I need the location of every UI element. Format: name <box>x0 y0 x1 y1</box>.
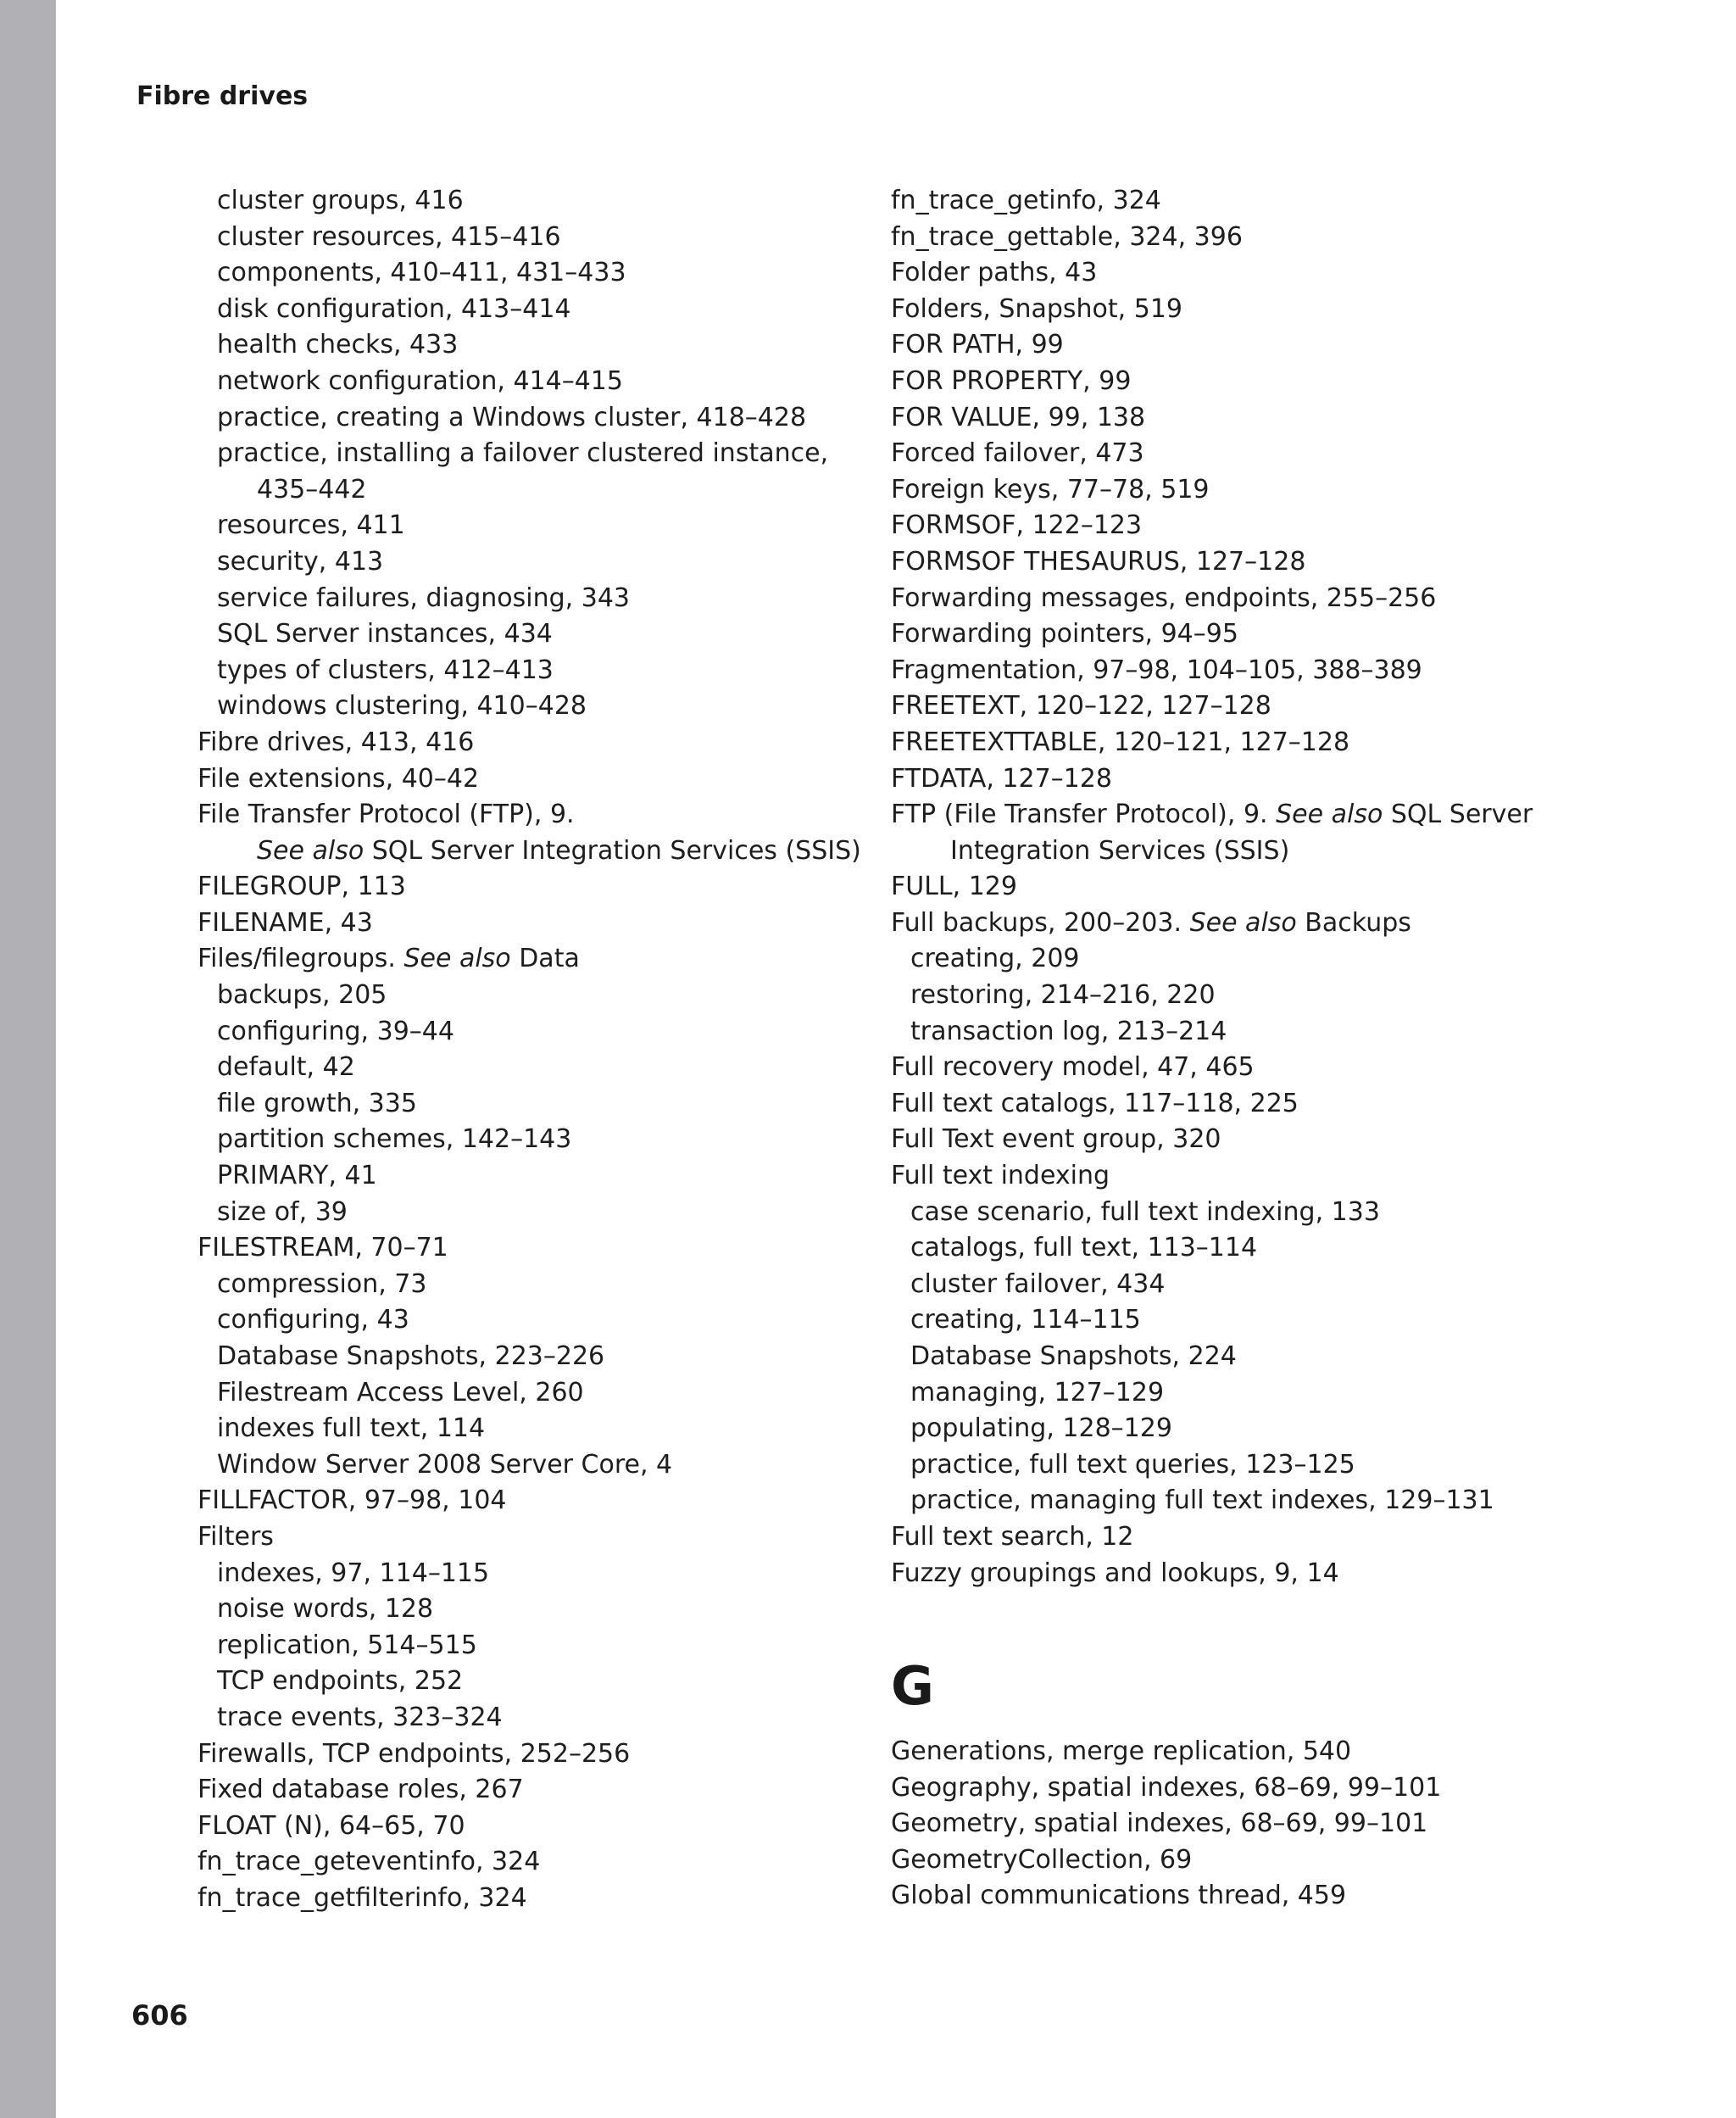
index-subentry: Window Server 2008 Server Core, 4 <box>217 1449 673 1480</box>
index-entry: FORMSOF THESAURUS, 127–128 <box>891 546 1306 577</box>
index-entry: Forced failover, 473 <box>891 438 1144 469</box>
index-subentry: file growth, 335 <box>217 1088 417 1118</box>
see-also-target: Backups <box>1296 907 1411 938</box>
index-column-right <box>891 183 1533 1591</box>
see-also-target: SQL Server <box>1383 800 1533 830</box>
index-subentry: types of clusters, 412–413 <box>217 655 554 685</box>
index-entry: FULL, 129 <box>891 872 1017 902</box>
index-subentry: creating, 209 <box>910 944 1080 974</box>
see-also-target: SQL Server Integration Services (SSIS) <box>364 835 861 866</box>
index-subentry: SQL Server instances, 434 <box>217 619 553 649</box>
index-entry: FILLFACTOR, 97–98, 104 <box>198 1485 507 1516</box>
index-subentry: noise words, 128 <box>217 1594 434 1625</box>
index-subentry: cluster groups, 416 <box>217 186 464 215</box>
index-entry: Full text search, 12 <box>891 1521 1134 1552</box>
index-entry: Forwarding pointers, 94–95 <box>891 619 1238 649</box>
index-subentry: case scenario, full text indexing, 133 <box>910 1196 1380 1227</box>
index-subentry: configuring, 39–44 <box>217 1016 454 1046</box>
index-entry: FOR PROPERTY, 99 <box>891 365 1132 396</box>
index-subentry: 435–442 <box>257 474 367 504</box>
index-entry: Full text indexing <box>891 1161 1110 1191</box>
index-entry: FOR PATH, 99 <box>891 330 1064 360</box>
index-subentry: default, 42 <box>217 1052 355 1083</box>
page-edge-tab <box>0 0 56 2118</box>
index-subentry: TCP endpoints, 252 <box>217 1666 464 1697</box>
index-entry: File extensions, 40–42 <box>198 763 480 794</box>
index-entry: Global communications thread, 459 <box>891 1881 1347 1911</box>
index-entry: Fibre drives, 413, 416 <box>198 727 475 757</box>
index-entry: GeometryCollection, 69 <box>891 1844 1193 1875</box>
see-also-target: Data <box>510 944 580 974</box>
index-subentry: configuring, 43 <box>217 1305 409 1335</box>
index-subentry: resources, 411 <box>217 510 405 541</box>
index-subentry: size of, 39 <box>217 1196 348 1227</box>
index-entry: FILEGROUP, 113 <box>198 872 406 902</box>
index-subentry: indexes full text, 114 <box>217 1413 486 1444</box>
index-subentry: creating, 114–115 <box>910 1305 1141 1335</box>
entry-text: Files/filegroups. <box>198 944 404 974</box>
index-subentry: partition schemes, 142–143 <box>217 1124 572 1155</box>
index-subentry: cluster resources, 415–416 <box>217 221 561 252</box>
index-entry: FREETEXT, 120–122, 127–128 <box>891 691 1271 722</box>
index-subentry: Filestream Access Level, 260 <box>217 1377 584 1407</box>
index-subentry: replication, 514–515 <box>217 1630 477 1660</box>
entry-text: FTP (File Transfer Protocol), 9. <box>891 800 1277 830</box>
index-subentry: catalogs, full text, 113–114 <box>910 1233 1258 1263</box>
index-entry: fn_trace_getinfo, 324 <box>891 186 1161 215</box>
index-entry: Fixed database roles, 267 <box>198 1775 524 1805</box>
index-entry: FTDATA, 127–128 <box>891 763 1112 794</box>
index-entry: Filters <box>198 1521 274 1552</box>
index-column-left <box>198 183 861 1917</box>
index-entry: Full Text event group, 320 <box>891 1124 1221 1155</box>
index-column-g <box>891 1734 1518 1915</box>
index-subentry: practice, managing full text indexes, 129–131 <box>910 1485 1494 1516</box>
index-entry: Firewalls, TCP endpoints, 252–256 <box>198 1738 631 1769</box>
index-subentry: populating, 128–129 <box>910 1413 1172 1444</box>
index-entry <box>891 797 1533 833</box>
index-subentry: windows clustering, 410–428 <box>217 691 587 722</box>
index-entry: FILESTREAM, 70–71 <box>198 1233 448 1263</box>
index-entry: fn_trace_gettable, 324, 396 <box>891 221 1243 252</box>
index-entry: Generations, merge replication, 540 <box>891 1736 1352 1766</box>
index-subentry: backups, 205 <box>217 980 387 1011</box>
index-entry: Geometry, spatial indexes, 68–69, 99–101 <box>891 1809 1428 1839</box>
index-entry: Folders, Snapshot, 519 <box>891 293 1182 324</box>
index-subentry: compression, 73 <box>217 1268 427 1299</box>
index-entry: Fuzzy groupings and lookups, 9, 14 <box>891 1558 1339 1588</box>
index-entry: FORMSOF, 122–123 <box>891 510 1143 541</box>
index-entry: Full recovery model, 47, 465 <box>891 1052 1255 1083</box>
index-entry: fn_trace_geteventinfo, 324 <box>198 1847 541 1877</box>
index-entry: Fragmentation, 97–98, 104–105, 388–389 <box>891 655 1422 685</box>
index-entry: Geography, spatial indexes, 68–69, 99–101 <box>891 1772 1442 1803</box>
index-entry <box>891 906 1518 942</box>
index-entry <box>198 941 842 978</box>
index-entry: Forwarding messages, endpoints, 255–256 <box>891 582 1437 613</box>
index-entry: Folder paths, 43 <box>891 258 1098 288</box>
see-also-label: See also <box>403 944 511 974</box>
index-subentry: Integration Services (SSIS) <box>950 835 1290 866</box>
see-also-label: See also <box>257 835 364 866</box>
index-entry: File Transfer Protocol (FTP), 9. <box>198 800 575 830</box>
index-subentry: trace events, 323–324 <box>217 1702 503 1732</box>
index-entry: FOR VALUE, 99, 138 <box>891 402 1146 432</box>
index-entry: Full text catalogs, 117–118, 225 <box>891 1088 1299 1118</box>
index-subentry: network configuration, 414–415 <box>217 365 623 396</box>
index-subentry: PRIMARY, 41 <box>217 1161 377 1191</box>
index-subentry: components, 410–411, 431–433 <box>217 258 626 288</box>
index-entry: fn_trace_getfilterinfo, 324 <box>198 1882 527 1913</box>
index-subentry: practice, installing a failover clustered instance, <box>217 438 829 469</box>
index-subentry: practice, creating a Windows cluster, 418–428 <box>217 402 807 432</box>
index-subentry: health checks, 433 <box>217 330 459 360</box>
index-subentry: restoring, 214–216, 220 <box>910 980 1216 1011</box>
index-subentry: indexes, 97, 114–115 <box>217 1558 490 1588</box>
index-subentry: security, 413 <box>217 546 384 577</box>
page-number: 606 <box>131 1999 188 2032</box>
section-letter: G <box>891 1655 934 1717</box>
index-subentry: managing, 127–129 <box>910 1377 1165 1407</box>
index-subentry: Database Snapshots, 224 <box>910 1341 1237 1371</box>
index-entry: FILENAME, 43 <box>198 907 373 938</box>
index-subentry: Database Snapshots, 223–226 <box>217 1341 605 1371</box>
running-head: Fibre drives <box>136 81 309 111</box>
index-entry: FLOAT (N), 64–65, 70 <box>198 1810 465 1841</box>
index-subentry: transaction log, 213–214 <box>910 1016 1227 1046</box>
index-subentry: practice, full text queries, 123–125 <box>910 1449 1355 1480</box>
see-also-label: See also <box>1276 800 1383 830</box>
entry-text: Full backups, 200–203. <box>891 907 1190 938</box>
index-subentry <box>198 833 861 870</box>
index-entry: Foreign keys, 77–78, 519 <box>891 474 1210 504</box>
index-subentry: service failures, diagnosing, 343 <box>217 582 630 613</box>
see-also-label: See also <box>1189 907 1297 938</box>
index-entry: FREETEXTTABLE, 120–121, 127–128 <box>891 727 1350 757</box>
index-subentry: disk configuration, 413–414 <box>217 293 571 324</box>
index-subentry: cluster failover, 434 <box>910 1268 1166 1299</box>
